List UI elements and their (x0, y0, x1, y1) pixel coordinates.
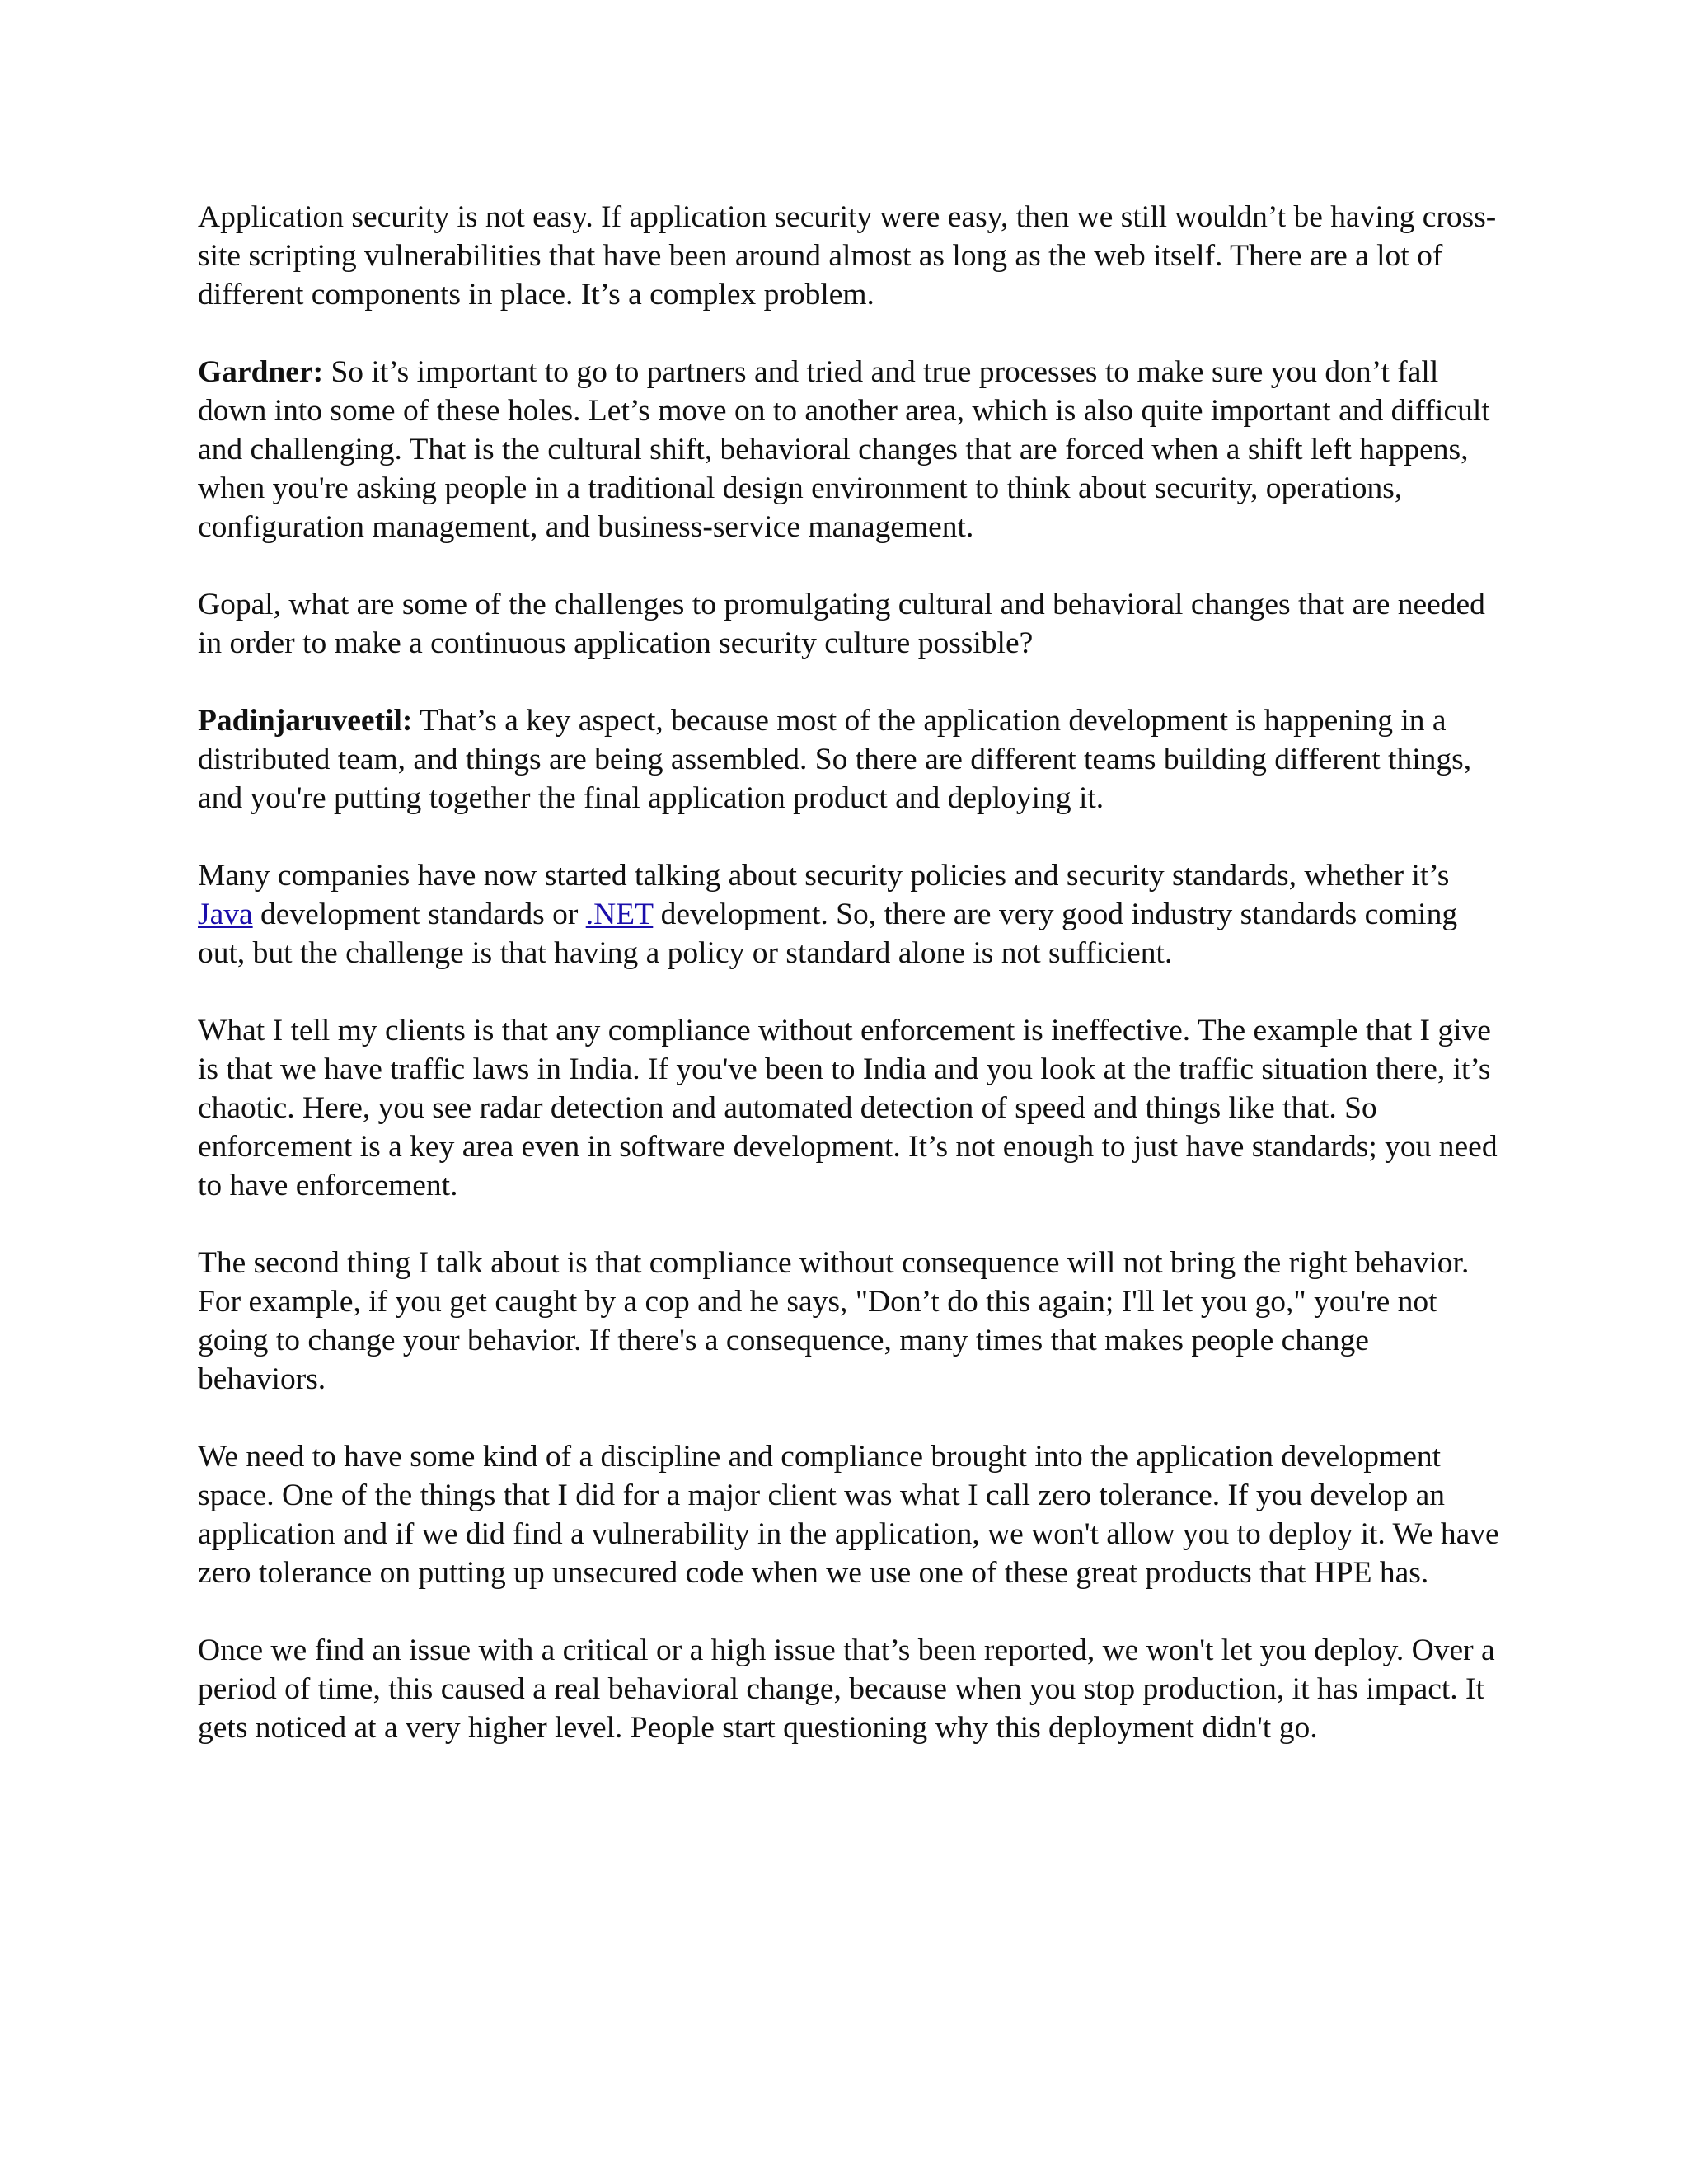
paragraph-5-middle: development standards or (252, 898, 586, 931)
paragraph-6: What I tell my clients is that any compliance without enforcement is ineffective. The example that I give is that we have traffic laws in India. If you've been to India and you look at the traffic situation there, it’s chaotic. Here, you see radar detection and automated detection of speed and things like that. So enforcement is a key area even in software development. It’s not enough to just have standards; you need to have enforcement. (198, 1014, 1498, 1202)
paragraph-4-text: That’s a key aspect, because most of the application development is happening in a distributed team, and things are being assembled. So there are different teams building different things, and you're putting together the final application product and deploying it. (198, 704, 1472, 815)
document-page (198, 198, 1500, 1786)
paragraph-2-text: So it’s important to go to partners and tried and true processes to make sure you don’t fall down into some of these holes. Let’s move on to another area, which is also quite important and difficult and challenging. That is the cultural shift, behavioral changes that are forced when a shift left happens, when you're asking people in a traditional design environment to think about security, operations, configuration management, and business-service management. (198, 355, 1490, 544)
paragraph-8: We need to have some kind of a discipline and compliance brought into the application development space. One of the things that I did for a major client was what I call zero tolerance. If you develop an application and if we did find a vulnerability in the application, we won't allow you to deploy it. We have zero tolerance on putting up unsecured code when we use one of these great products that HPE has. (198, 1440, 1499, 1590)
speaker-gardner: Gardner: (198, 355, 324, 389)
paragraph-2 (198, 353, 1500, 546)
paragraph-3: Gopal, what are some of the challenges to promulgating cultural and behavioral changes that are needed in order to make a continuous application security culture possible? (198, 588, 1485, 660)
paragraph-5-after: development. So, there are very good industry standards coming out, but the challenge is that having a policy or standard alone is not sufficient. (198, 898, 1458, 970)
paragraph-5-before: Many companies have now started talking about security policies and security standards, whether it’s (198, 859, 1450, 893)
paragraph-4 (198, 701, 1500, 818)
paragraph-5 (198, 856, 1500, 972)
paragraph-9: Once we find an issue with a critical or a high issue that’s been reported, we won't let you deploy. Over a period of time, this caused a real behavioral change, because when you stop production, it has impact. It gets noticed at a very higher level. People start questioning why this deployment didn't go. (198, 1633, 1495, 1745)
paragraph-1: Application security is not easy. If application security were easy, then we still wouldn’t be having cross-site scripting vulnerabilities that have been around almost as long as the web itself. There are a lot of different components in place. It’s a complex problem. (198, 200, 1497, 312)
speaker-padinjaruveetil: Padinjaruveetil: (198, 704, 413, 738)
paragraph-7: The second thing I talk about is that compliance without consequence will not bring the right behavior. For example, if you get caught by a cop and he says, "Don’t do this again; I'll let you go," you're not going to change your behavior. If there's a consequence, many times that makes people change behaviors. (198, 1246, 1470, 1396)
dotnet-link[interactable]: .NET (585, 898, 654, 931)
java-link[interactable]: Java (198, 898, 253, 931)
